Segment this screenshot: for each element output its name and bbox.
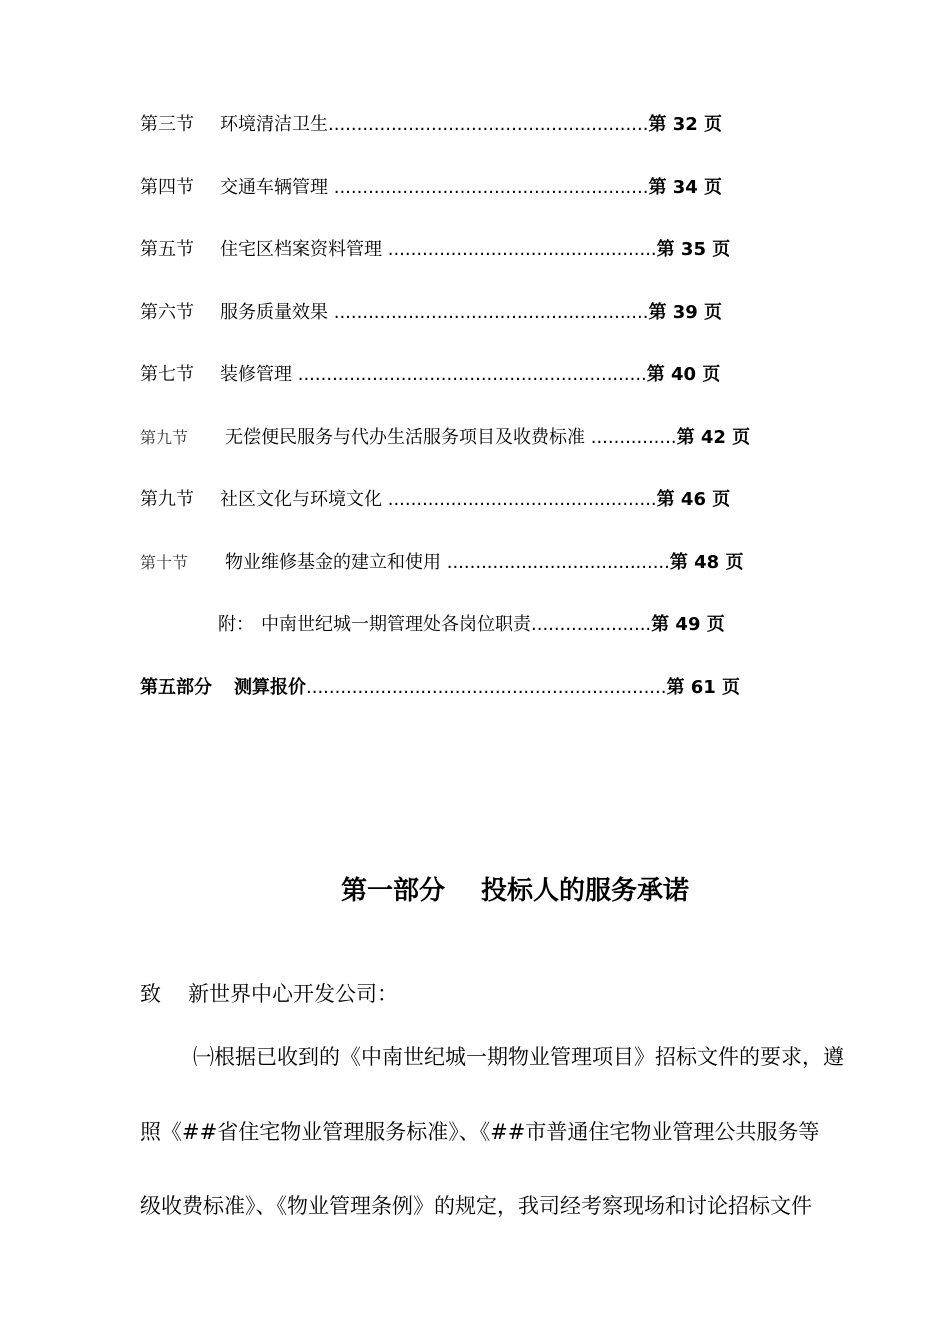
toc-leader-dots: ...............................................................	[306, 677, 667, 698]
toc-leader-dots: ...............................................	[387, 239, 657, 260]
toc-page-number: 第 49 页	[651, 614, 725, 635]
part-heading-number: 第一部分	[340, 876, 445, 906]
toc-section-label: 第六节	[140, 302, 194, 323]
toc-section-label: 第五节	[140, 239, 194, 260]
body-paragraph-line: 级收费标准》、《物业管理条例》的规定，我司经考察现场和讨论招标文件	[140, 1194, 812, 1218]
toc-entry	[140, 549, 743, 577]
toc-title: 中南世纪城一期管理处各岗位职责	[261, 614, 531, 635]
toc-appendix-label: 附：	[218, 614, 254, 635]
toc-section-label: 第三节	[140, 114, 194, 135]
toc-part-label: 第五部分	[140, 677, 212, 698]
toc-page-number: 第 35 页	[656, 239, 731, 260]
toc-leader-dots: .............................................................	[297, 364, 647, 385]
toc-title: 环境清洁卫生	[220, 114, 328, 135]
toc-title: 物业维修基金的建立和使用	[225, 552, 447, 573]
toc-entry-appendix	[218, 611, 725, 639]
toc-page-number: 第 32 页	[648, 114, 723, 135]
toc-title: 装修管理	[220, 364, 298, 385]
toc-section-label: 第七节	[140, 364, 194, 385]
toc-title: 社区文化与环境文化	[220, 489, 388, 510]
toc-page-number: 第 48 页	[669, 552, 744, 573]
toc-entry	[140, 299, 722, 327]
toc-entry-part	[140, 674, 740, 702]
toc-page-number: 第 40 页	[646, 364, 721, 385]
toc-title: 无偿便民服务与代办生活服务项目及收费标准	[225, 427, 591, 448]
toc-page-number: 第 46 页	[656, 489, 731, 510]
toc-section-label: 第九节	[140, 428, 189, 447]
toc-page-number: 第 34 页	[648, 177, 723, 198]
toc-section-label: 第九节	[140, 489, 194, 510]
toc-title: 服务质量效果	[220, 302, 334, 323]
toc-leader-dots: .....................	[531, 614, 652, 635]
toc-entry	[140, 174, 722, 202]
toc-leader-dots: .......................................................	[333, 302, 649, 323]
salutation-to: 致	[140, 982, 161, 1006]
toc-entry	[140, 424, 750, 452]
body-paragraph-line: 照《##省住宅物业管理服务标准》、《##市普通住宅物业管理公共服务等	[140, 1120, 820, 1144]
part-heading	[0, 870, 950, 907]
toc-page-number: 第 39 页	[648, 302, 723, 323]
part-heading-title: 投标人的服务承诺	[481, 876, 690, 906]
toc-section-label: 第四节	[140, 177, 194, 198]
salutation	[140, 979, 398, 1009]
toc-section-label: 第十节	[140, 553, 189, 572]
toc-title: 测算报价	[234, 677, 306, 698]
toc-page-number: 第 61 页	[666, 677, 741, 698]
salutation-name: 新世界中心开发公司：	[188, 982, 398, 1006]
toc-entry	[140, 361, 720, 389]
toc-entry	[140, 236, 730, 264]
toc-leader-dots: .......................................	[446, 552, 670, 573]
body-paragraph-line: ㈠根据已收到的《中南世纪城一期物业管理项目》招标文件的要求，遵	[193, 1045, 844, 1069]
toc-page-number: 第 42 页	[676, 427, 751, 448]
toc-entry	[140, 111, 722, 139]
toc-leader-dots: ........................................................	[328, 114, 649, 135]
toc-leader-dots: .......................................................	[333, 177, 649, 198]
toc-title: 交通车辆管理	[220, 177, 334, 198]
toc-leader-dots: ...............	[590, 427, 677, 448]
toc-entry	[140, 486, 730, 514]
toc-title: 住宅区档案资料管理	[220, 239, 388, 260]
toc-leader-dots: ...............................................	[387, 489, 657, 510]
